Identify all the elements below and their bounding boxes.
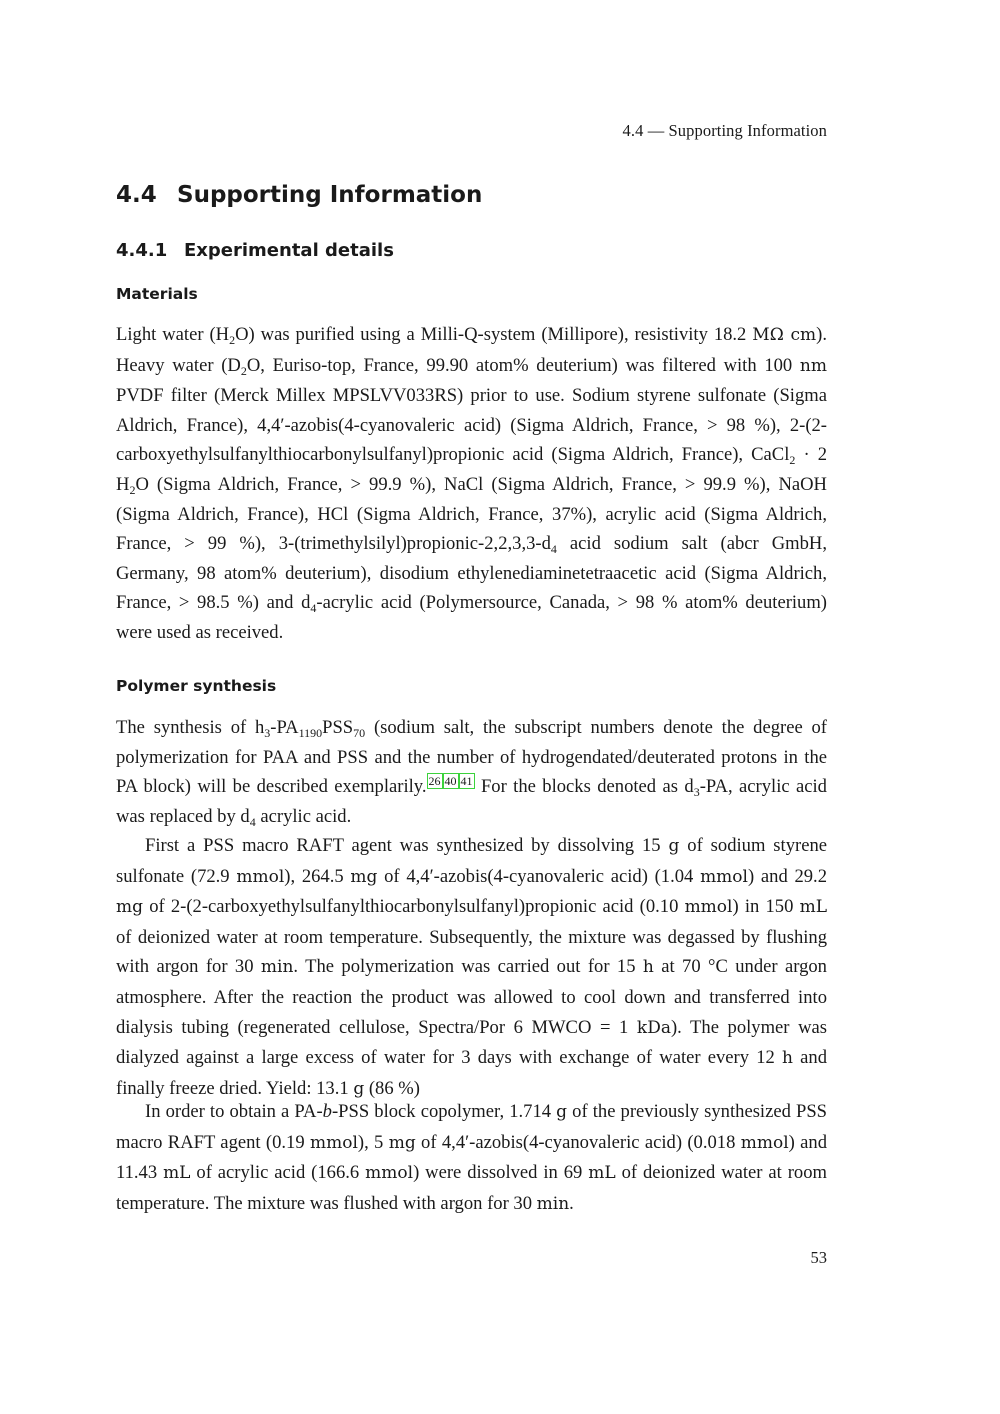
materials-heading: Materials [116,285,198,303]
section-number: 4.4 [116,182,157,208]
running-head: 4.4 — Supporting Information [622,121,827,140]
section-title-text: Supporting Information [177,182,483,208]
citation-link[interactable]: 40 [444,774,457,789]
citation-link[interactable]: 41 [460,774,473,789]
citation-link[interactable]: 26 [428,774,441,789]
polymer-paragraph-1: The synthesis of $h_3-PA_{1190}PSS_{70}$ (sodium salt, the subscript numbers denote the degree of polymerization for PAA and PSS and the number of hydrogendated/deuterated protons in the PA block) will be described exemplarily. $^{26}$ $^{40}$ $^{41}$ For the blocks denoted as $d_3-PA$, acrylic acid was replaced by $d_4$ acrylic acid. [116,717,828,829]
materials-paragraph: Light water $(H_2O)$ was purified using a Milli-Q-system (Millipore), resistivity 18.2 MΩ cm). Heavy water ($D_2O$, Euriso-top, France, 99.90 atom% deuterium) was filtered with 100 nm PVDF filter (Merck Millex MPSLVV033RS) prior to use. Sodium styrene sulfonate (Sigma Aldrich, France), 4,4′-azobis(4-cyanovaleric acid) (Sigma Aldrich, France, > 98 %), 2-(2-carboxyethylsulfanylthiocarbonylsulfanyl)propionic acid (Sigma Aldrich, France), CaCl$_2$ · 2 $H_2O$ (Sigma Aldrich, France, > 99.9 %), NaCl (Sigma Aldrich, France, > 99.9 %), NaOH (Sigma Aldrich, France), HCl (Sigma Aldrich, France, 37%), acrylic acid (Sigma Aldrich, France, > 99 %), $3-(trimethylsilyl)propionic-2,2,3,3-d_4$ acid sodium salt (abcr GmbH, Germany, 98 atom% deuterium), disodium ethylenediaminetetraacetic acid (Sigma Aldrich, France, > 98.5 %) and $d_4$-acrylic acid (Polymersource, Canada, > 98 % atom% deuterium) were used as received. [116,324,828,643]
page-number: 53 [810,1248,827,1267]
subsection-title-text: Experimental details [184,240,394,261]
polymer-paragraph-3: In order to obtain a PA-b-PSS block copolymer, 1.714 g of the previously synthesized PSS macro RAFT agent (0.19 mmol), 5 mg of 4,4′-azobis(4-cyanovaleric acid) (0.018 mmol) and 11.43 mL of acrylic acid (166.6 mmol) were dissolved in 69 mL of deionized water at room temperature. The mixture was flushed with argon for 30 min. [116,1101,828,1214]
subsection-title [116,240,394,261]
section-title [116,182,482,208]
polymer-paragraph-2: First a PSS macro RAFT agent was synthesized by dissolving 15 g of sodium styrene sulfonate (72.9 mmol), 264.5 mg of 4,4′-azobis(4-cyanovaleric acid) (1.04 mmol) and 29.2 mg of 2-(2-carboxyethylsulfanylthiocarbonylsulfanyl)propionic acid (0.10 mmol) in 150 mL of deionized water at room temperature. Subsequently, the mixture was degassed by flushing with argon for 30 min. The polymerization was carried out for 15 h at 70 °C under argon atmosphere. After the reaction the product was allowed to cool down and transferred into dialysis tubing (regenerated cellulose, Spectra/Por 6 MWCO = 1 kDa). The polymer was dialyzed against a large excess of water for 3 days with exchange of water every 12 h and finally freeze dried. Yield: 13.1 g (86 %) [116,835,828,1099]
subsection-number: 4.4.1 [116,240,168,261]
polymer-synthesis-heading: Polymer synthesis [116,677,277,695]
